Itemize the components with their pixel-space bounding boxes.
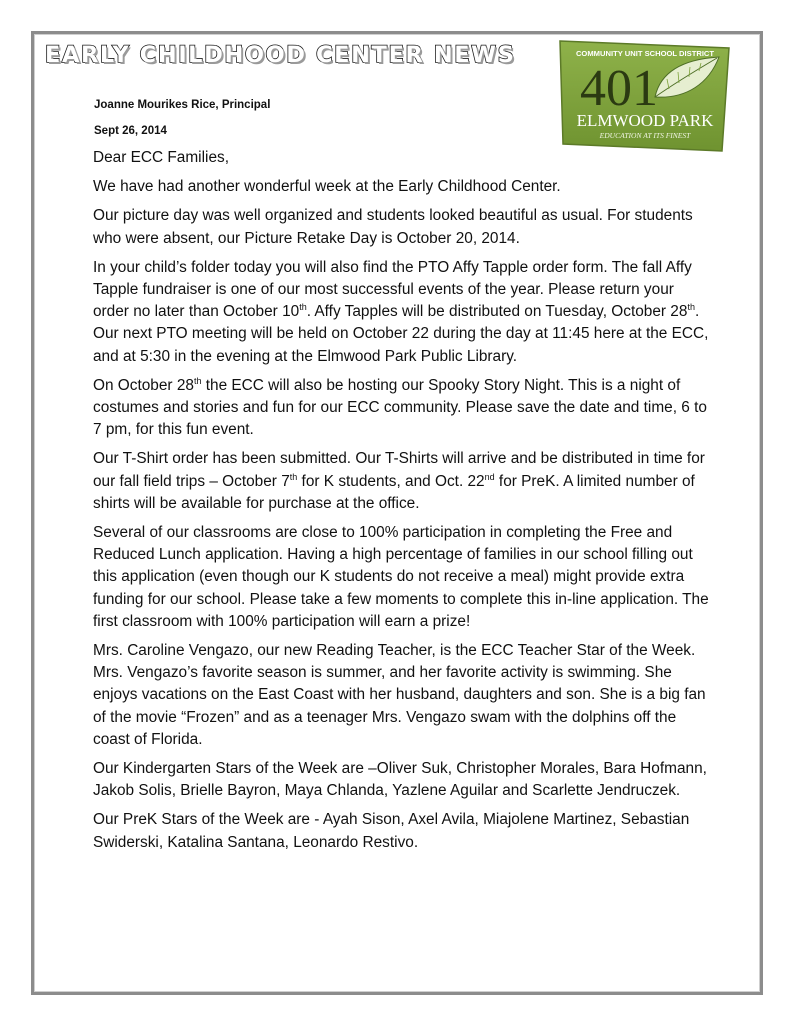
newsletter-title: EARLY CHILDHOOD CENTER NEWS	[45, 42, 516, 68]
paragraph-picture-day: Our picture day was well organized and students looked beautiful as usual. For students who were absent, our Picture Retake Day is October 20, 2014.	[93, 207, 693, 247]
paragraph-spooky-story-night: On October 28th the ECC will also be hosting our Spooky Story Night. This is a night of costumes and stories and fun for our ECC community. Please save the date and time, 6 to 7 pm, for this fun event.	[93, 375, 707, 439]
district-logo	[557, 39, 732, 153]
paragraph-kindergarten-stars: Our Kindergarten Stars of the Week are –Oliver Suk, Christopher Morales, Bara Hofmann, Jakob Solis, Brielle Bayron, Maya Chlanda, Yazlene Aguilar and Scarlette Jendruczek.	[93, 760, 707, 800]
paragraph-t-shirts: Our T-Shirt order has been submitted. Our T-Shirts will arrive and be distributed in time for our fall field trips – October 7th for K students, and Oct. 22nd for PreK. A limited number of shirts will be available for purchase at the office.	[93, 450, 705, 512]
paragraph-teacher-star: Mrs. Caroline Vengazo, our new Reading Teacher, is the ECC Teacher Star of the Week. Mrs. Vengazo’s favorite season is summer, and her favorite activity is swimming. She enjoys vacations on the East Coast with her husband, daughters and son. She is a big fan of the movie “Frozen” and as a teenager Mrs. Vengazo swam with the dolphins off the coast of Florida.	[93, 642, 706, 748]
paragraph-prek-stars: Our PreK Stars of the Week are - Ayah Sison, Axel Avila, Miajolene Martinez, Sebastian Swiderski, Katalina Santana, Leonardo Restivo.	[93, 811, 690, 851]
logo-number: 401	[580, 60, 658, 117]
paragraph-affy-tapple: In your child’s folder today you will also find the PTO Affy Tapple order form. The fall Affy Tapple fundraiser is one of our most successful events of the year. Please return your order no later than October 10th. Affy Tapples will be distributed on Tuesday, October 28th. Our next PTO meeting will be held on October 22 during the day at 11:45 here at the ECC, and at 5:30 in the evening at the Elmwood Park Public Library.	[93, 258, 709, 365]
principal-name: Joanne Mourikes Rice, Principal	[94, 99, 271, 111]
salutation: Dear ECC Families,	[93, 149, 229, 166]
paragraph-lunch-application: Several of our classrooms are close to 100% participation in completing the Free and Reduced Lunch application. Having a high percentage of families in our school filling out this application (even though our K students do not receive a meal) might provide extra funding for our school. Please take a few moments to complete this in-line application. The first classroom with 100% participation will earn a prize!	[93, 524, 709, 630]
newsletter-date: Sept 26, 2014	[94, 125, 167, 137]
logo-name: ELMWOOD PARK	[576, 111, 714, 130]
letter-body	[93, 147, 713, 861]
logo-tagline: EDUCATION AT ITS FINEST	[599, 131, 691, 140]
paragraph-week: We have had another wonderful week at the Early Childhood Center.	[93, 178, 561, 196]
logo-district-line: COMMUNITY UNIT SCHOOL DISTRICT	[575, 49, 715, 58]
